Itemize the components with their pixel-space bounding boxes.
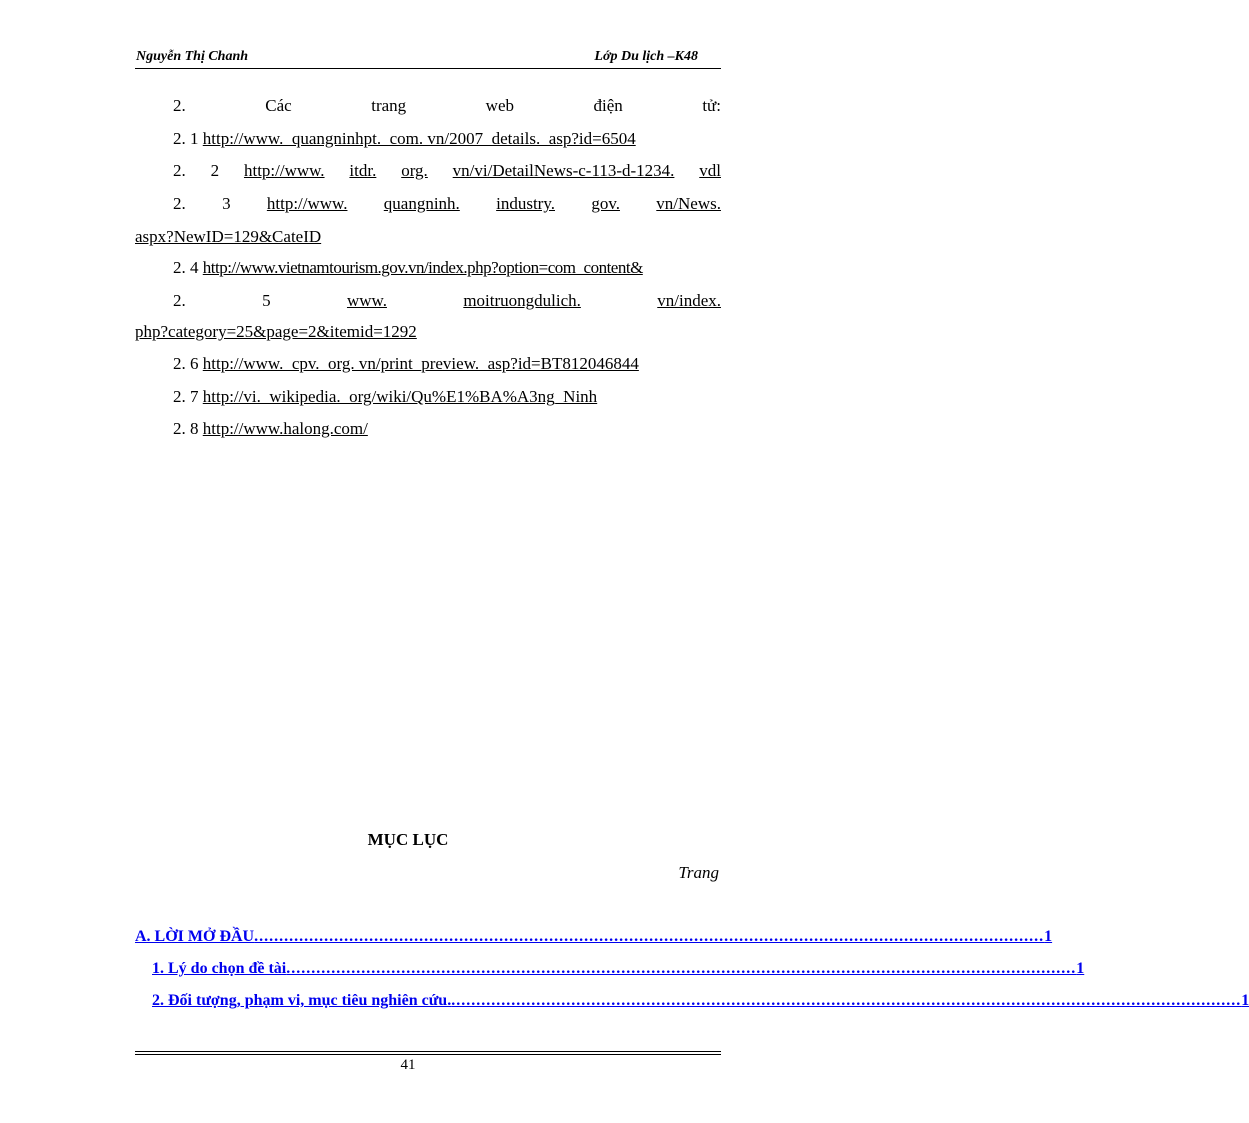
reference-link[interactable]: http://www. [243,161,325,180]
heading-word: Các [265,96,292,115]
reference-num: 2. [173,291,186,310]
reference-link[interactable]: http://www. quangninhpt. com. vn/2007_details. asp?id=6504 [202,129,636,148]
reference-link[interactable]: aspx?NewID=129&CateID [135,227,322,246]
toc-leader-dots: .............................................................................................................................................................. [451,992,1242,1009]
footer-rule [135,1051,721,1052]
reference-num: 2. 4 [173,258,199,277]
reference-num: 3 [222,194,231,213]
reference-link[interactable]: vn/News. [656,194,721,213]
reference-link[interactable]: itdr. [349,161,377,180]
reference-link[interactable]: http://www.vietnamtourism.gov.vn/index.php?option=com_content& [202,258,643,277]
reference-item [135,418,721,440]
reference-item [135,193,721,215]
reference-num: 2 [210,161,220,180]
reference-num: 2. [173,194,186,213]
reference-item [135,160,721,182]
header-rule [135,68,721,69]
reference-num: 2. 1 [173,129,199,148]
reference-item-cont [135,226,721,248]
toc-entry-reason[interactable] [152,960,1085,978]
heading-word: web [485,96,514,115]
header-author: Nguyễn Thị Chanh [136,49,249,64]
references-heading [135,95,721,117]
reference-item [135,386,721,408]
reference-num: 2. 8 [173,419,199,438]
reference-link[interactable]: quangninh. [383,194,460,213]
heading-word: trang [371,96,407,115]
toc-leader-dots: .............................................................................................................................................................. [286,960,1077,977]
reference-link[interactable]: www. [346,291,387,310]
heading-word: điện [593,96,623,115]
reference-link[interactable]: industry. [496,194,555,213]
heading-word: tử: [702,96,721,115]
reference-link[interactable]: http://www. cpv. org. vn/print_preview. asp?id=BT812046844 [202,354,639,373]
reference-item [135,290,721,312]
toc-entry-page: 1 [1076,960,1085,977]
reference-item-cont [135,321,721,343]
toc-title: MỤC LỤC [367,830,449,849]
toc-page-label: Trang [678,863,719,882]
toc-entry-page: 1 [1044,928,1053,945]
toc-leader-dots: .............................................................................................................................................................. [254,928,1045,945]
reference-link[interactable]: php?category=25&page=2&itemid=1292 [135,322,417,341]
toc-entry-page: 1 [1241,992,1249,1009]
reference-link[interactable]: vn/vi/DetailNews-c-113-d-1234. [452,161,675,180]
reference-link[interactable]: http://www. [266,194,348,213]
reference-item [135,257,721,279]
toc-entry-intro[interactable] [135,928,1053,946]
reference-num: 5 [262,291,271,310]
toc-entry-scope[interactable] [152,992,1249,1010]
reference-link[interactable]: http://vi. wikipedia. org/wiki/Qu%E1%BA%A3ng_Ninh [202,387,598,406]
toc-entry-label: 1. Lý do chọn đề tài [152,960,287,977]
reference-num: 2. 7 [173,387,199,406]
reference-link[interactable]: org. [401,161,428,180]
page-number: 41 [400,1057,416,1073]
reference-link[interactable]: vdl [699,161,721,180]
reference-link[interactable]: http://www.halong.com/ [202,419,368,438]
reference-num: 2. [173,161,186,180]
heading-num: 2. [173,96,186,115]
header-class: Lớp Du lịch –K48 [594,49,698,64]
toc-entry-label: 2. Đối tượng, phạm vi, mục tiêu nghiên cứu. [152,992,452,1009]
reference-num: 2. 6 [173,354,199,373]
reference-link[interactable]: gov. [591,194,620,213]
reference-link[interactable]: vn/index. [657,291,721,310]
reference-item [135,353,721,375]
reference-link[interactable]: moitruongdulich. [463,291,581,310]
footer-rule [135,1054,721,1055]
toc-entry-label: A. LỜI MỞ ĐẦU [135,928,255,945]
reference-item [135,128,721,150]
